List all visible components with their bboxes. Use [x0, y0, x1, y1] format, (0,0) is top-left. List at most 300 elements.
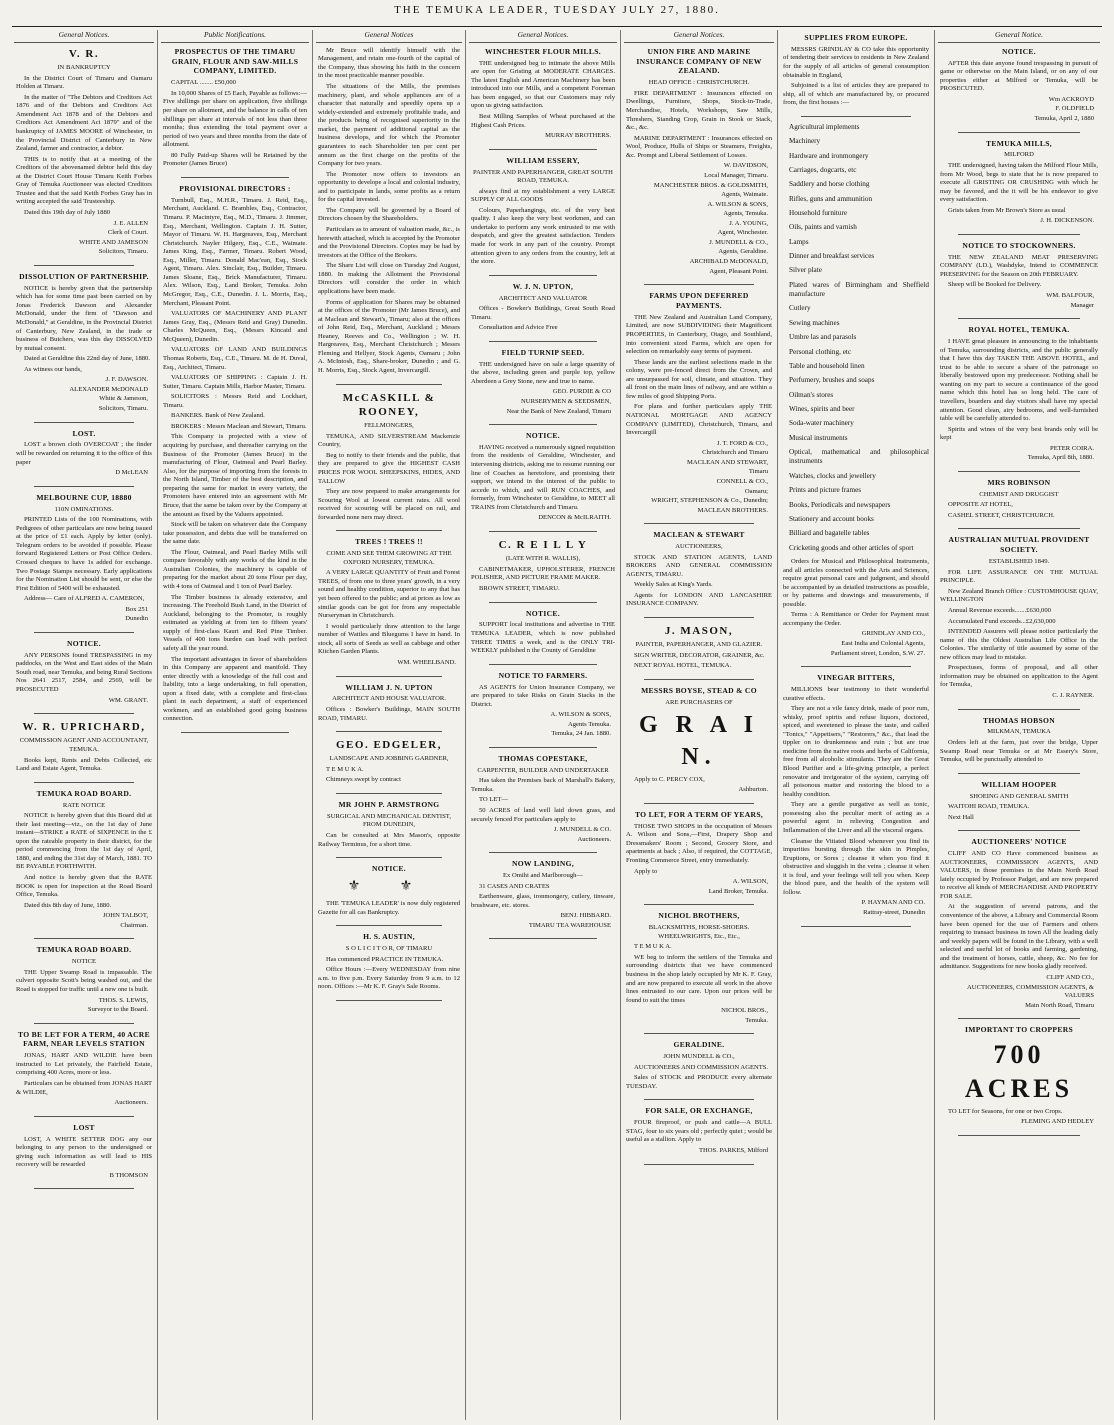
- ad-divider: [489, 275, 597, 276]
- ad-paragraph: Dated at Geraldine this 22nd day of June, 1880.: [24, 355, 150, 363]
- ad-title: FOR SALE, OR EXCHANGE,: [645, 1106, 753, 1116]
- ad-subtitle: IN BANKRUPTCY: [57, 64, 111, 72]
- list-item: Perfumery, brushes and soaps: [789, 376, 875, 385]
- ad-title: AUSTRALIAN MUTUAL PROVIDENT SOCIETY.: [948, 535, 1090, 555]
- ad-divider: [644, 904, 754, 905]
- ad-paragraph: INTENDED Assurers will please notice particularly the name of this the Oldest Australian Life Office in the Colonies. The similarity of title assumed by some of the new offices may lead to mistake.: [940, 628, 1098, 661]
- ad-paragraph: FOUR fireproof, or push and cattle—A BULL STAG, four to six years old ; perfectly quiet ; would be useful as a stallion. Apply to: [626, 1119, 772, 1144]
- ad-title: W. R. UPRICHARD,: [22, 721, 146, 734]
- advertisement: [626, 624, 772, 671]
- advertisement: [626, 911, 772, 1025]
- advertisement: [783, 123, 929, 658]
- column-heading: General Notices.: [624, 30, 774, 43]
- ad-signature: Wm ACKROYD: [1048, 95, 1094, 103]
- advertisement: [940, 837, 1098, 1010]
- advertisement: [783, 33, 929, 108]
- ad-signature: Land Broker, Temuka.: [708, 887, 768, 895]
- ad-title: ROYAL HOTEL, TEMUKA.: [968, 325, 1070, 335]
- ad-signature: TIMARU TEA WAREHOUSE: [528, 921, 611, 929]
- ad-signature: BENJ. HIBBARD.: [560, 912, 611, 920]
- ad-paragraph: Particulars can be obtained from JONAS HART & WILDIE,: [16, 1080, 152, 1096]
- ad-title: MESSRS BOYSE, STEAD & CO: [641, 686, 757, 696]
- ad-subtitle: SURGICAL AND MECHANICAL DENTIST, FROM DUNEDIN,: [327, 812, 451, 829]
- column-divider: [777, 30, 778, 1420]
- ad-paragraph: THIS is to notify that at a meeting of the Creditors of the abovenamed debtor held this day at the District Court House Timaru Keith Forbes Gray of Temuka Auctioneer was elected Creditors Trustee and that the said Keith Forbes Gray has in writing accepted the said Trusteeship.: [16, 155, 152, 206]
- ad-title: WILLIAM J. N. UPTON: [345, 682, 433, 692]
- ad-paragraph: Chimneys swept by contract: [326, 776, 401, 784]
- list-item: Carriages, dogcarts, etc: [789, 165, 857, 174]
- ad-paragraph: BROWN STREET, TIMARU.: [479, 584, 560, 592]
- list-item: Plated wares of Birmingham and Sheffield manufacture: [789, 280, 929, 299]
- ad-title: FIELD TURNIP SEED.: [501, 347, 585, 357]
- ad-divider: [336, 857, 442, 858]
- ad-title: NOTICE.: [67, 638, 101, 648]
- ad-paragraph: This Company is projected with a view of acquiring by purchase, and thereafter carrying on the Business of the Promoter (James Bruce) in the manufacturing of Flour, Oatmeal and Pearl Barley. Also, for the purpose of importing from the forests in the North Island, Timber of the best description, and preparing the same for market in every variety, the Promoters have entered into an agreement with Mr Bruce, that the same be taken over by the Company at the amount as fixed by the Valuers appointed.: [163, 433, 307, 518]
- ad-signature: W. DAVIDSON,: [723, 162, 768, 170]
- ad-paragraph: SOLICITORS : Messrs Reid and Lockhart, Timaru.: [163, 393, 307, 409]
- ad-title: TREES ! TREES !!: [355, 537, 423, 547]
- ad-title: McCASKILL & ROONEY,: [342, 391, 436, 418]
- ad-paragraph: The Timber business is already extensive, and increasing. The Freehold Bush Land, in the District of Auckland, belonging to the Promoter, is roughly estimated as yielding at from ten to fifteen years' supply of first-class Kauri and Red Pine Timber. Vessels of 400 tons burden can load with perfect safety all the year round.: [163, 593, 307, 652]
- ad-paragraph: Offices - Bowker's Buildings, Great South Road Timaru.: [471, 305, 615, 321]
- ad-subtitle: Ex Omihi and Marlborough—: [502, 872, 584, 880]
- ad-subtitle: MILFORD: [1004, 151, 1034, 159]
- ad-paragraph: At the suggestion of several patrons, and the convenience of the above, a Library and Commercial Room have been opened for the use of Farmers and others requiring to transact business in town All the leading daily and weekly papers will be found in the Library, with a well selected and useful lot of books and farming, gardening, and the treatment of horses, cattle, sheep, &c. No fee for admittance. Suggestions for new books gladly received.: [940, 903, 1099, 971]
- ad-divider: [336, 530, 442, 531]
- ad-subtitle: MILKMAN, TEMUKA: [987, 728, 1051, 736]
- list-item: Billiard and bagatelle tables: [789, 529, 870, 538]
- ad-signature: Agent, Winchester.: [717, 229, 768, 237]
- ad-paragraph: In the District Court of Timaru and Oamaru Holden at Timaru.: [16, 74, 152, 91]
- ad-paragraph: CASHEL STREET, CHRISTCHURCH.: [948, 511, 1055, 519]
- ad-subtitle: ARE PURCHASERS OF: [665, 698, 733, 706]
- ad-divider: [489, 424, 597, 425]
- masthead-rule: [12, 26, 1102, 27]
- ad-signature: Near the Bank of New Zealand, Timaru: [506, 407, 611, 415]
- ad-paragraph: THE undersigned, having taken the Milford Flour Mills, from Mr Wood, begs to state that he is now prepared to execute all GRISTING OR CRUSHING with which he may be favored, and the it will be his endeavor to give every satisfaction.: [940, 161, 1098, 204]
- list-item: Optical, mathematical and philosophical instruments: [789, 448, 929, 466]
- ad-paragraph: They are a gentle purgative as well as tonic, possessing also the peculiar merit of acting as a powerful agent in relieving Congestion and Inflammation of the Liver and all the visceral organs.: [783, 801, 929, 834]
- ad-signature: A. WILSON & SONS,: [550, 711, 611, 719]
- ad-divider: [336, 676, 442, 677]
- ad-divider: [958, 234, 1080, 235]
- advertisement: [318, 683, 460, 724]
- ad-title: GERALDINE.: [673, 1040, 725, 1050]
- ad-paragraph: JONAS, HART AND WILDIE have been instructed to Let privately, the Fairfield Estate, comprising 400 Acres, more or less.: [16, 1052, 152, 1077]
- column-heading: General Notices: [316, 30, 462, 43]
- advertisement: [471, 156, 615, 267]
- ad-title: MELBOURNE CUP, 18880: [36, 492, 132, 502]
- ad-paragraph: The Share List will close on Tuesday 2nd August, 1880. In making the Allotment the Provisional Directors will consider the order in which applications have been made.: [318, 262, 460, 295]
- advertisement: [940, 478, 1098, 521]
- ad-divider: [644, 1033, 754, 1034]
- ad-signature: Solicitors, Timaru.: [98, 405, 148, 413]
- column-2: [161, 30, 309, 1418]
- ad-divider: [34, 1023, 134, 1024]
- column-heading: General Notice.: [938, 30, 1100, 43]
- ad-title: W. J. N. UPTON,: [512, 281, 574, 291]
- ad-title: TEMUKA MILLS,: [986, 138, 1052, 148]
- ad-title: NICHOL BROTHERS,: [658, 911, 740, 921]
- ad-paragraph: Apply to C. PERCY COX,: [634, 775, 705, 783]
- ad-signature: Temuka, 24 Jan. 1880.: [551, 730, 611, 738]
- ad-paragraph: These lands are the earliest selections made in the colony, were pre-fenced direct from the Crown, and are unsurpassed for soil, climate, and situation. They all front on the main lines of railway, and are within a few miles of good Shipping Ports.: [626, 358, 772, 400]
- ad-divider: [958, 471, 1080, 472]
- ad-divider: [958, 1018, 1080, 1019]
- ad-signature: J. A. YOUNG,: [729, 219, 768, 227]
- ad-title: TO BE LET FOR A TERM, 40 ACRE FARM, NEAR LEVELS STATION: [18, 1029, 150, 1049]
- ad-divider: [34, 422, 134, 423]
- ad-divider: [34, 713, 134, 714]
- ad-signature: Parliament street, London, S.W. 27.: [830, 649, 925, 657]
- ad-paragraph: SUPPORT local institutions and advertise in THE TEMUKA LEADER, which is now published THREE TIMES a week, and is the ONLY TRI-WEEKLY published n the County of Geraldine: [471, 621, 615, 655]
- ad-paragraph: The Flour, Oatmeal, and Pearl Barley Mills will compare favorably with any works of the kind in the Australian Colonies, the machinery is capable of preparing for the market about 20 tons Flour per day, with 4 tons of Oatmeal and 1 ton of Pearl Barley.: [163, 548, 307, 590]
- ad-paragraph: The situations of the Mills, the premises machinery, plant, and whole appliances are of a character that naturally and speedily opens up a widely-extended and extremely profitable trade, and the products being of recognised superiority in the market, the payment of additional capital as the business develops, and for which the Promoter guarantees to each Shareholder ten per cent per annum as the first charge on the profits of the Company for two years.: [318, 83, 460, 168]
- ad-paragraph: Agents for LONDON AND LANCASHIRE INSURANCE COMPANY.: [626, 591, 772, 608]
- ad-divider: [958, 132, 1080, 133]
- ad-signature: Auctioneers.: [114, 1099, 148, 1107]
- ad-title: GEO. EDGELER,: [336, 739, 442, 752]
- ad-paragraph: The important advantages in favor of shareholders in this Company are apparent and manifold. They enter directly with a knowledge of the full cost and liability, into a large undertaking, in full operation, upon a fixed date, with a complete and first-class plant in each department, a staff of experienced workmen, and an established good going business connection.: [163, 655, 307, 723]
- ad-signature: A. WILSON & SONS,: [707, 200, 768, 208]
- ad-title: LOST: [73, 1122, 95, 1132]
- ad-title: TO LET, FOR A TERM OF YEARS,: [634, 809, 764, 819]
- ad-title: NOTICE.: [372, 864, 406, 874]
- ad-divider: [801, 666, 911, 667]
- ad-paragraph: LOST a brown cloth OVERCOAT ; the finder will be rewarded on returning it to the office of this paper: [16, 441, 152, 466]
- ad-title: NOTICE.: [526, 431, 560, 441]
- ad-paragraph: Orders for Musical and Philosophical Instruments, and all articles connected with the Arts and Sciences, require great personal care and judgment, and should be accompanied by as detailed instructions as possible, or by patterns and drawings and measurements, if possible.: [783, 557, 929, 608]
- ad-title: FARMS UPON DEFERRED PAYMENTS.: [649, 291, 749, 310]
- ad-divider: [644, 523, 754, 524]
- list-item: Dinner and breakfast services: [789, 252, 875, 261]
- ad-signature: Main North Road, Timaru: [1025, 1001, 1094, 1009]
- ad-paragraph: T E M U K A.: [634, 943, 672, 951]
- ad-divider: [489, 149, 597, 150]
- ad-paragraph: I would particularly draw attention to the large number of Wattles and Bluegums I have in hand. In stock, all sorts of Seeds as well as cabbage and other Kitchen Garden Plants.: [318, 622, 460, 656]
- ad-signature: ALEXANDER McDONALD: [69, 385, 148, 393]
- ad-paragraph: 31 CASES AND CRATES: [479, 882, 550, 890]
- advertisement: [16, 47, 152, 257]
- ad-paragraph: 80 Fully Paid-up Shares will be Retained by the Promoter (James Bruce): [163, 151, 307, 168]
- ad-divider: [958, 773, 1080, 774]
- ad-signature: MANCHESTER BROS. & GOLDSMITH,: [653, 181, 768, 189]
- ad-signature: J. F. DAWSON.: [105, 376, 148, 384]
- ad-divider: [336, 384, 442, 385]
- ad-subtitle: RATE NOTICE: [62, 801, 106, 809]
- column-heading: Public Notifications.: [161, 30, 309, 43]
- ad-paragraph: THOSE TWO SHOPS in the occupation of Messrs A. Wilson and Sons,—First, Drapery Shop and Dressmakers' Room ; Second, Grocery Store, and apartments at back ; Also, if required, the COTTAGE, Fronting Commerce Street, entry immediately.: [626, 822, 772, 865]
- advertisement: [940, 139, 1098, 226]
- advertisement: [16, 272, 152, 414]
- list-item: Machinery: [789, 137, 821, 146]
- ad-divider: [958, 528, 1080, 529]
- ad-paragraph: Terms : A Remittance or Order for Payment must accompany the Order.: [783, 611, 929, 627]
- ad-divider: [958, 1135, 1080, 1136]
- ad-paragraph: PRINTED Lists of the 100 Nominations, with Pedigrees of other particulars are now being issued at the price of £1 each. Apply by letter (only). Telegram orders to be avoided if possible. Please forward Registered Letters or Post Office Orders. Crossed cheques to have 1s added for exchange. Two Postage Stamps necessary. Early applications for the Nomination List should be sent, or else the First Edition of 5400 will be exhausted.: [16, 516, 152, 592]
- ad-paragraph: A VERY LARGE QUANTITY of Fruit and Forest TREES, of from one to three years' growth, in a very sound and healthy condition, superior to any that has yet been offered to the public; and at prices as low as similar goods can be got for from any respectable Nurseryman in Christchurch.: [318, 569, 460, 620]
- ad-title: NOTICE.: [526, 608, 560, 618]
- ad-signature: Agents, Geraldine.: [718, 248, 768, 256]
- ad-title: PROVISIONAL DIRECTORS :: [179, 183, 291, 193]
- ad-paragraph: The Company will be governed by a Board of Directors chosen by the Shareholders.: [318, 206, 460, 223]
- column-divider: [620, 30, 621, 1420]
- ad-signature: East India and Colonial Agents,: [841, 640, 925, 647]
- advertisement: [16, 493, 152, 624]
- ad-paragraph: THE 'TEMUKA LEADER' is now duly registered Gazette for all cas Bankruptcy.: [318, 900, 460, 916]
- ad-divider: [34, 782, 134, 783]
- ad-title: UNION FIRE AND MARINE INSURANCE COMPANY OF NEW ZEALAND.: [636, 46, 762, 76]
- advertisement: [940, 241, 1098, 310]
- ad-title: LOST.: [72, 428, 96, 438]
- ad-paragraph: TO LET for Seasons, for one or two Crops.: [948, 1107, 1063, 1115]
- ad-signature: J. E. ALLEN: [113, 219, 148, 227]
- ad-signature: Box 251: [125, 605, 148, 613]
- column-divider: [934, 30, 935, 1420]
- ad-paragraph: NOTICE is hereby given that this Board did at their last meeting—viz., on the 1st day of June instant—STRIKE a RATE of SIXPENCE in the £ upon the rateable property in their district, for the period commencing from the 1st day of April, 1880, and ending the 31st day of March, 1881. TO BE PAYABLE FORTHWITH.: [16, 812, 152, 871]
- ad-signature: Agents Temuka.: [567, 720, 611, 728]
- ad-subtitle: BLACKSMITHS, HORSE-SHOERS. WHEELWRIGHTS, Etc., Etc.,: [648, 924, 750, 940]
- ad-paragraph: ANY PERSONS found TRESPASSING in my paddocks, on the West and East sides of the Main South road, near Temuka, and being Rural Sections Nos 2641 2517, 2584, and 2569, will be PROSECUTED: [16, 651, 152, 693]
- ad-subtitle: CARPENTER, BUILDER AND UNDERTAKER: [477, 766, 609, 774]
- ad-signature: Temuka.: [745, 1016, 768, 1024]
- advertisement: [471, 47, 615, 141]
- list-item: Personal clothing, etc: [789, 347, 852, 356]
- ad-signature: CLIFF AND CO.,: [1046, 973, 1094, 981]
- ad-paragraph: TEMUKA, AND SILVERSTREAM Mackenzie Country,: [318, 432, 460, 449]
- advertisement: [626, 1106, 772, 1155]
- ad-signature: WM. BALFOUR,: [1046, 292, 1094, 300]
- ad-title: MACLEAN & STEWART: [653, 530, 745, 540]
- advertisement: [163, 184, 307, 724]
- ad-paragraph: Sales of STOCK and PRODUCE every alternate TUESDAY.: [626, 1074, 772, 1090]
- ad-paragraph: VALUATORS OF LAND AND BUILDINGS Thomas Roberts, Esq., C.E., Timaru. M. de H. Duval, Esq., Architect, Timaru.: [163, 346, 307, 371]
- ad-signature: WRIGHT, STEPHENSON & Co., Dunedin;: [651, 497, 768, 505]
- ad-paragraph: 50 ACRES of land well laid down grass, and securely fenced For particulars apply to: [471, 806, 615, 823]
- ad-paragraph: THE Upper Swamp Road is impassable. The culvert opposite Scott's being washed out, and the Road is stopped for traffic until a new one is built.: [16, 968, 152, 993]
- ad-paragraph: Consultation and Advice Free: [479, 324, 558, 332]
- ad-paragraph: Address— Care of ALFRED A. CAMERON,: [24, 595, 145, 603]
- ad-paragraph: Apply to: [634, 867, 658, 875]
- ad-paragraph: The Promoter now offers to investors an opportunity to develope a local and colonial industry, and to participate in lands, some profits as a return for the capital invested.: [318, 170, 460, 204]
- advertisement: [471, 671, 615, 739]
- advertisement: [626, 686, 772, 795]
- ad-paragraph: AUCTIONEERS AND COMMISSION AGENTS.: [634, 1063, 769, 1071]
- ad-signature: Agents, Temuka.: [723, 210, 768, 218]
- ad-signature: Agents, Waimate.: [721, 191, 768, 199]
- ad-signature: D McLEAN: [115, 469, 148, 477]
- ad-subtitle: FELLMONGERS,: [364, 422, 414, 430]
- ad-title: WILLIAM ESSERY,: [506, 155, 580, 165]
- advertisement: [318, 864, 460, 917]
- list-item: Household furniture: [789, 208, 848, 217]
- advertisement: [626, 810, 772, 896]
- ad-subtitle: NOTICE: [71, 958, 97, 966]
- ad-subtitle: COME AND SEE THEM GROWING AT THE OXFORD NURSERY, TEMUKA.: [326, 550, 452, 566]
- ad-paragraph: Earthenware, glass, ironmongery, cutlery, tinware, brushware, etc. stores.: [471, 893, 615, 909]
- ad-paragraph: Has taken the Premises back of Marshall's Bakery, Temuka.: [471, 777, 615, 793]
- ad-paragraph: HAVING received a numerously signed requisition from the residents of Geraldine, Winchester, and intervening districts, asking me to resume running our line of Coaches as heretofore, and promising their support, we intend in the interest of the public to accede to which, and will RUN COACHES, and formerly, from Winchester to Geraldine, to MEET all TRAINS from Christchurch and Timaru.: [471, 443, 615, 511]
- list-item: Musical instruments: [789, 433, 848, 442]
- ad-divider: [489, 531, 597, 532]
- ad-signature: AUCTIONEERS, COMMISSION AGENTS, & VALUERS: [967, 983, 1094, 1000]
- ad-signature: WHITE AND JAMESON: [79, 238, 148, 246]
- ad-divider: [336, 925, 442, 926]
- ad-paragraph: TO LET—: [479, 796, 508, 804]
- ad-signature: DENCON & McILRAITH.: [538, 514, 611, 522]
- ad-paragraph: VALUATORS OF MACHINERY AND PLANT James Gray, Esq., (Messrs Reid and Gray) Dunedin. Charles McQueen, Esq., (Messrs Kincaid and McQueen), Dunedin.: [163, 310, 307, 343]
- ad-divider: [34, 265, 134, 266]
- list-item: Rifles, guns and ammunition: [789, 194, 873, 203]
- advertisement: [626, 1040, 772, 1091]
- ad-title: PROSPECTUS OF THE TIMARU GRAIN, FLOUR AND SAW-MILLS COMPANY, LIMITED.: [171, 46, 299, 76]
- ad-signature: WM. WHEELBAND.: [397, 658, 456, 666]
- ad-title: NOW LANDING,: [511, 859, 575, 869]
- ad-paragraph: FIRE DEPARTMENT : Insurances effected on Dwellings, Furniture, Shops, Stock-in-Trade, Merchandise, Hotels, Workshops, Saw Mills, Threshers, Standing Crop, Grain in Stook or Stack, &c., &c.: [626, 89, 772, 132]
- ad-divider: [181, 177, 289, 178]
- advertisement: [471, 609, 615, 656]
- advertisement: [16, 429, 152, 478]
- ad-paragraph: CABINETMAKER, UPHOLSTERER, FRENCH POLISHER, AND PICTURE FRAME MAKER.: [471, 565, 615, 582]
- ad-title: C. R E I L L Y: [498, 538, 588, 551]
- advertisement: [626, 291, 772, 515]
- ad-signature: GRINDLAY AND CO.,: [861, 630, 925, 638]
- ad-divider: [644, 617, 754, 618]
- list-item: Wines, spirits and beer: [789, 404, 855, 413]
- masthead: THE TEMUKA LEADER, TUESDAY JULY 27, 1880.: [394, 4, 720, 16]
- column-divider: [465, 30, 466, 1420]
- ad-title: TEMUKA ROAD BOARD.: [36, 788, 132, 798]
- ad-signature: MACLEAN AND STEWART,: [687, 458, 768, 466]
- ad-paragraph: SIGN WRITER, DECORATOR, GRAINER, &c.: [634, 651, 765, 659]
- ad-signature: White & Jameson,: [99, 395, 148, 403]
- ad-title: SUPPLIES FROM EUROPE.: [804, 33, 908, 42]
- ad-signature: Local Manager, Timaru.: [704, 171, 768, 179]
- column-divider: [157, 30, 158, 1420]
- ad-title: VINEGAR BITTERS,: [817, 673, 895, 683]
- ad-subtitle: LANDSCAPE AND JOBBING GARDNER,: [329, 755, 449, 763]
- ad-title: J. MASON,: [664, 625, 734, 638]
- ad-paragraph: Mr Bruce will identify himself with the Management, and retain one-fourth of the capital of the Company, thus showing his faith in the concern in the most practicable manner possible.: [318, 46, 460, 80]
- ad-paragraph: New Zealand Branch Office : CUSTOMHOUSE QUAY, WELLINGTON: [940, 587, 1098, 604]
- ad-signature: Surveyor to the Board.: [87, 1006, 148, 1014]
- ad-signature: Timaru: [748, 468, 768, 476]
- ad-signature: P. HAYMAN AND CO.: [861, 899, 925, 907]
- ad-paragraph: VALUATORS OF SHIPPING : Captain J. H. Sutter, Timaru. Captain Mills, Harbor Master, Timaru.: [163, 374, 307, 390]
- ad-signature: J. MUNDELL & CO.,: [709, 238, 768, 246]
- ad-signature: A. WILSON,: [732, 878, 768, 886]
- ad-divider: [336, 793, 442, 794]
- advertisement: [318, 537, 460, 667]
- ad-subtitle: JOHN MUNDELL & CO.,: [663, 1053, 735, 1061]
- ad-paragraph: NOTICE is hereby given that the partnership which has for some time past been carried on by Jonas Frederick Dawson and Alexander McDonald, under the firm of "Dawson and McDonald," at Geraldine, in the Provincial District of Canterbury, New Zealand, in the trade or business of Butchers, was this day DISSOLVED by mutual consent.: [16, 284, 152, 352]
- ad-divider: [336, 1000, 442, 1001]
- ad-paragraph: In the matter of "The Debtors and Creditors Act 1876 and of the Debtors and Creditors Act Amendment Act 1878 and of the Debtors and Creditors Act Amendment Act 1879" and of the bankruptcy of JAMES MOORE of Winchester, in the Provincial District of Canterbury in New Zealand, farmer and contractor, a debtor.: [16, 93, 152, 153]
- list-item: Watches, clocks and jewellery: [789, 471, 876, 480]
- ad-paragraph: Office Hours :—Every WEDNESDAY from nine a.m. to five p.m. Every Saturday from 9 a.m. to 12 noon. Offices :—Mr K. F. Gray's Sale Rooms.: [318, 966, 460, 991]
- advertisement: [471, 348, 615, 416]
- ad-signature: Solicitors, Timaru.: [98, 248, 148, 256]
- ad-divider: [644, 1164, 754, 1165]
- ad-paragraph: Next Hall: [948, 813, 974, 821]
- ad-paragraph: Particulars as to amount of valuation made, &c., is herewith attached, which is accepted by the Promoter and the Provisional Directors. Copies may be had by investors at the Office of the Brokers.: [318, 226, 460, 259]
- ad-signature: Ashburton.: [738, 786, 768, 794]
- advertisement: [318, 932, 460, 992]
- ad-paragraph: Orders left at the farm, just over the bridge, Upper Swamp Road near Temuka or at Mr Essery's Store, Temuka, will be punctually attended to: [940, 739, 1098, 764]
- ad-signature: F. OLDFIELD: [1055, 105, 1094, 113]
- ad-title: NOTICE.: [1002, 46, 1036, 56]
- ad-signature: Oamaru;: [744, 487, 768, 495]
- ad-divider: [489, 602, 597, 603]
- ad-signature: CONNELL & CO.,: [716, 477, 768, 485]
- list-item: Prints and picture frames: [789, 486, 862, 495]
- ad-paragraph: Cleanse the Vitiated Blood whenever you find its impurities bursting through the skin in Pimples, Eruptions, or Sores ; cleanse it when you find it obstructive and sluggish in the veins ; cleanse it when it is foul, and your feelings will tell you when. Keep the blood pure, and the health of the system will follow.: [783, 837, 929, 896]
- ad-paragraph: Grists taken from Mr Brown's Store as usual: [948, 206, 1066, 214]
- column-3: [316, 30, 462, 1418]
- advertisement: [16, 945, 152, 1014]
- ad-paragraph: Beg to notify to their friends and the public, that they are prepared to give the HIGHEST CASH PRICES FOR WOOL SHEEPSKINS, HIDES, AND TALLOW: [318, 451, 460, 485]
- ad-subtitle: COMMISSION AGENT AND ACCOUNTANT, TEMUKA.: [19, 737, 149, 753]
- advertisement: [163, 47, 307, 169]
- ad-title: MRS ROBINSON: [987, 477, 1051, 487]
- ad-title: TEMUKA ROAD BOARD.: [36, 945, 132, 955]
- ad-paragraph: And notice is hereby given that the RATE BOOK is open for inspection at the Road Board Office, Temuka.: [16, 874, 152, 899]
- ad-paragraph: Can be consulted at Mrs Mason's, opposite Railway Terminus, for a short time.: [318, 832, 460, 848]
- ad-divider: [34, 486, 134, 487]
- ad-divider: [644, 1099, 754, 1100]
- ad-signature: J. H. DICKENSON.: [1040, 217, 1094, 225]
- ad-subtitle: 110N OMINATIONS.: [54, 505, 114, 513]
- ad-paragraph: Spirits and wines of the very best brands only will be kept: [940, 425, 1098, 442]
- ad-paragraph: OPPOSITE AT HOTEL,: [948, 501, 1013, 509]
- column-5: [624, 30, 774, 1418]
- ad-paragraph: Prospectuses, forms of proposal, and all other information may be obtained on application to the Agent for Temuka,: [940, 664, 1098, 689]
- ad-signature: Dunedin: [125, 615, 148, 623]
- ad-signature: Temuka, April 8th, 1880.: [1027, 454, 1094, 462]
- ad-divider: [958, 709, 1080, 710]
- list-item: Oilman's stores: [789, 390, 834, 399]
- ad-paragraph: In 10,000 Shares of £5 Each, Payable as follows:—Five shillings per share on application, five shillings per share on allotment, and the balance in calls of ten shillings per share at intervals of not less than three months; thus extending the total payment over a period of two years and three months from the date of allotment.: [163, 89, 307, 149]
- ad-paragraph: MARINE DEPARTMENT : Insurances effected on Wool, Produce, Hulls of Ships or Steamers, Freights, &c. Prompt and Liberal Settlement of Losses.: [626, 134, 772, 159]
- ad-paragraph: AS AGENTS for Union Insurance Company, we are prepared to take Risks on Grain Stacks in the District.: [471, 683, 615, 708]
- ad-signature: B THOMSON: [109, 1171, 148, 1179]
- ad-signature: WM. GRANT.: [108, 696, 148, 704]
- list-item: Stationery and account books: [789, 514, 874, 523]
- advertisement: [16, 1030, 152, 1108]
- ad-signature: GEO. PURDIE & CO: [552, 388, 611, 396]
- ad-title: AUCTIONEERS' NOTICE: [971, 837, 1067, 847]
- column-4: [469, 30, 617, 1418]
- ad-paragraph: Stock will be taken on whatever date the Company take possession, and debts due will be transferred on the same date.: [163, 521, 307, 546]
- ad-subtitle: ARCHITECT AND HOUSE VALUATOR.: [332, 695, 446, 703]
- ad-paragraph: WE beg to inform the settlers of the Temuka and surrounding districts that we have commenced business in the shop lately occupied by Mr K. F. Gray, and are now prepared to execute all work in the above lines entrusted to our care. Upon our prices will be found to suit the times: [626, 953, 772, 1004]
- ad-subtitle: (LATE WITH R. WALLIS),: [505, 555, 581, 563]
- ad-divider: [489, 938, 597, 939]
- list-item: Saddlery and horse clothing: [789, 180, 870, 189]
- ad-paragraph: Accumulated Fund exceeds...£2,630,000: [948, 617, 1056, 625]
- list-item: Lamps: [789, 237, 809, 246]
- advertisement: [626, 530, 772, 609]
- advertisement: [318, 738, 460, 785]
- ad-signature: J. T. FORD & CO.,: [716, 439, 768, 447]
- list-item: Umbre las and parasols: [789, 333, 857, 342]
- ad-signature: JOHN TALBOT,: [102, 912, 148, 920]
- list-item: Soda-water machinery: [789, 419, 854, 428]
- ad-paragraph: MESSRS GRINDLAY & CO take this opportunity of tendering their services to residents in New Zealand for the supply of all articles of general consumption obtainable in England,: [783, 45, 929, 79]
- ad-paragraph: Forms of application for Shares may be obtained at the offices of the Promoter (Mr James Bruce), and at Maclean and Stewart's, Timaru; also at the offices of John Reid, Esq., Merchant, Auckland ; Messrs Heaney, Reeves and Co., Wellington ; W. H. Hargreaves, Esq., Merchant Christchurch ; Messrs Fleming and Hellyer, Stock Agents, Oamaru ; John A. McIntosh, Esq., Share-broker, Dunedin ; and G. H. Morris, Esq., Stock Agent, Invercargill.: [318, 298, 460, 374]
- advertisement: [940, 780, 1098, 823]
- advertisement: [626, 47, 772, 276]
